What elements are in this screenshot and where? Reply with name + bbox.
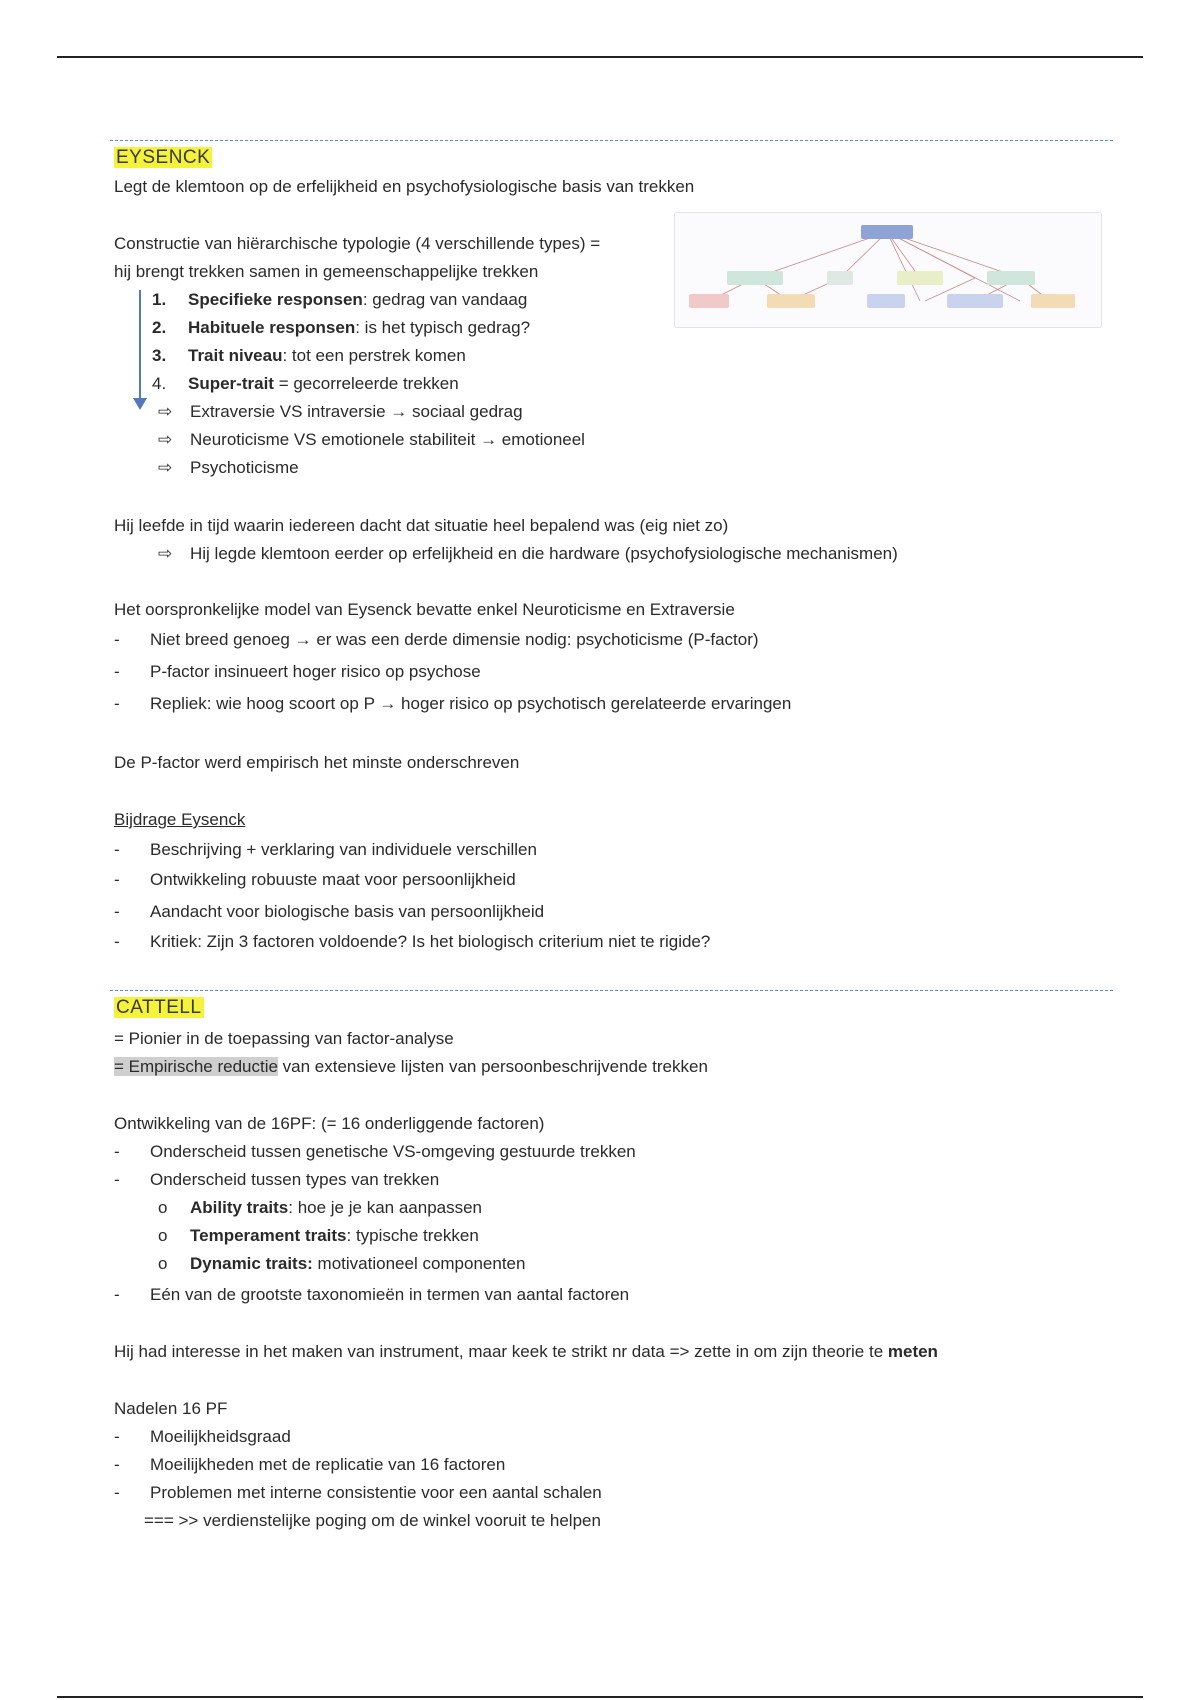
instrument-text: Hij had interesse in het maken van instrument, maar keek te strikt nr data => zette in om zijn theorie te meten <box>114 1342 938 1361</box>
model-text: Het oorspronkelijke model van Eysenck bevatte enkel Neuroticisme en Extraversie <box>114 600 735 619</box>
era-text: Hij leefde in tijd waarin iedereen dacht dat situatie heel bepalend was (eig niet zo) <box>114 516 729 535</box>
arrow-icon: ⇨ <box>158 458 173 477</box>
construct-line-1: Constructie van hiërarchische typologie (4 verschillende types) = <box>114 234 601 253</box>
pf16-text: Ontwikkeling van de 16PF: (= 16 onderliggende factoren) <box>114 1114 545 1133</box>
trait-type-item: o Dynamic traits: motivationeel componenten <box>158 1254 526 1273</box>
arrow-item: ⇨ Extraversie VS intraversie → sociaal gedrag <box>158 400 523 424</box>
conclusion-text: === >> verdienstelijke poging om de winkel vooruit te helpen <box>144 1511 601 1530</box>
hierarchy-diagram <box>675 213 1101 327</box>
bottom-rule <box>57 1696 1143 1698</box>
arrow-icon: ⇨ <box>158 544 173 563</box>
list-item: - Eén van de grootste taxonomieën in termen van aantal factoren <box>114 1285 630 1304</box>
arrow-icon: ⇨ <box>158 402 173 421</box>
eysenck-intro: Legt de klemtoon op de erfelijkheid en psychofysiologische basis van trekken <box>114 177 695 196</box>
trait-type-item: o Temperament traits: typische trekken <box>158 1226 479 1245</box>
nadelen-title: Nadelen 16 PF <box>114 1399 228 1418</box>
cattell-line-1: = Pionier in de toepassing van factor-analyse <box>114 1029 454 1048</box>
hierarchy-arrow-head <box>133 398 147 410</box>
arrow-item: ⇨ Psychoticisme <box>158 456 299 480</box>
arrow-item: ⇨ Hij legde klemtoon eerder op erfelijkheid en die hardware (psychofysiologische mechanismen) <box>158 542 898 566</box>
construct-line-2: hij brengt trekken samen in gemeenschappelijke trekken <box>114 262 539 281</box>
list-item: - P-factor insinueert hoger risico op psychose <box>114 662 481 681</box>
list-item: - Moeilijkheidsgraad <box>114 1427 291 1446</box>
list-item: - Onderscheid tussen types van trekken <box>114 1170 440 1189</box>
contrib-title: Bijdrage Eysenck <box>114 810 246 829</box>
list-item: - Moeilijkheden met de replicatie van 16 factoren <box>114 1455 506 1474</box>
level-item: 1. Specifieke responsen: gedrag van vandaag <box>152 290 528 309</box>
list-item: - Problemen met interne consistentie voor een aantal schalen <box>114 1483 602 1502</box>
section-divider <box>110 990 1113 991</box>
list-item: - Aandacht voor biologische basis van persoonlijkheid <box>114 902 545 921</box>
arrow-item: ⇨ Neuroticisme VS emotionele stabiliteit → emotioneel <box>158 428 585 452</box>
hierarchy-diagram-image <box>674 212 1102 328</box>
level-item: 2. Habituele responsen: is het typisch gedrag? <box>152 318 531 337</box>
section-divider <box>110 140 1113 141</box>
list-item: - Ontwikkeling robuuste maat voor persoonlijkheid <box>114 870 516 889</box>
level-item: 3. Trait niveau: tot een perstrek komen <box>152 346 466 365</box>
arrow-icon: ⇨ <box>158 430 173 449</box>
section-heading-eysenck: EYSENCK <box>116 147 211 168</box>
section-heading-cattell: CATTELL <box>116 997 202 1018</box>
list-item: - Repliek: wie hoog scoort op P → hoger risico op psychotisch gerelateerde ervaringen <box>114 694 792 713</box>
list-item: - Onderscheid tussen genetische VS-omgeving gestuurde trekken <box>114 1142 636 1161</box>
trait-type-item: o Ability traits: hoe je je kan aanpassen <box>158 1198 483 1217</box>
list-item: - Kritiek: Zijn 3 factoren voldoende? Is het biologisch criterium niet te rigide? <box>114 932 711 951</box>
pfactor-text: De P-factor werd empirisch het minste onderschreven <box>114 753 520 772</box>
level-item: 4. Super-trait = gecorreleerde trekken <box>152 374 459 393</box>
top-rule <box>57 56 1143 58</box>
hierarchy-arrow-line <box>139 290 141 402</box>
list-item: - Beschrijving + verklaring van individuele verschillen <box>114 840 537 859</box>
cattell-line-2: = Empirische reductie van extensieve lijsten van persoonbeschrijvende trekken <box>114 1057 708 1076</box>
list-item: - Niet breed genoeg → er was een derde dimensie nodig: psychoticisme (P-factor) <box>114 630 759 649</box>
